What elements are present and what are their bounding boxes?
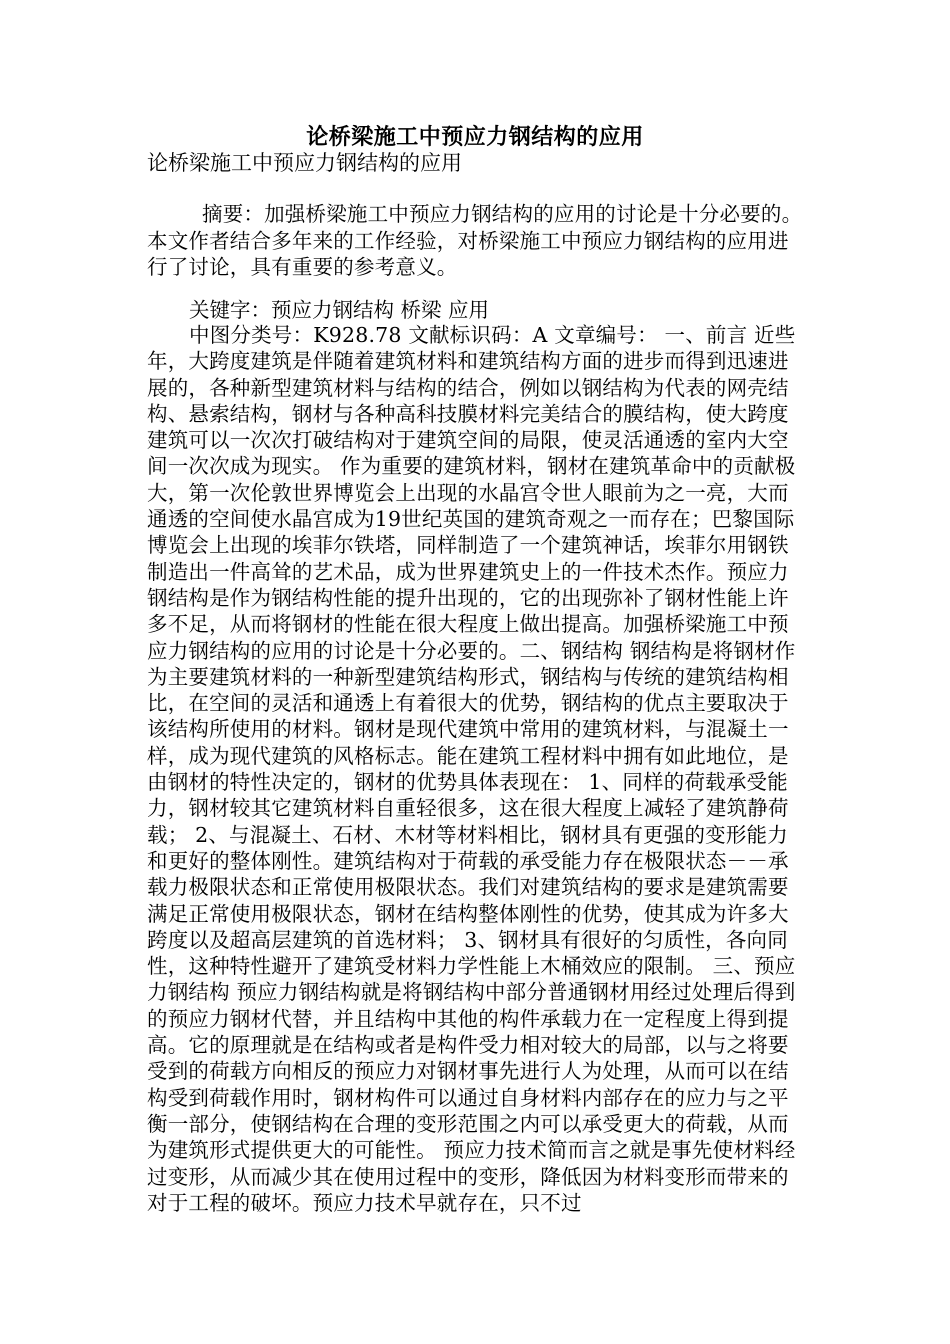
document-subtitle: 论桥梁施工中预应力钢结构的应用 <box>147 151 462 175</box>
document-title: 论桥梁施工中预应力钢结构的应用 <box>306 124 644 150</box>
body-paragraph: 中图分类号：K928.78 文献标识码：A 文章编号： 一、前言 近些年，大跨度建筑是伴随着建筑材料和建筑结构方面的进步而得到迅速进展的，各种新型建筑材料与结构的结合，例如以钢结构为代表的网壳结构、悬索结构，钢材与各种高科技膜材料完美结合的膜结构，使大跨度建筑可以一次次打破结构对于建筑空间的局限，使灵活通透的室内大空间一次次成为现实。 作为重要的建筑材料，钢材在建筑革命中的贡献极大，第一次伦敦世界博览会上出现的水晶宫令世人眼前为之一亮，大而通透的空间使水晶宫成为19世纪英国的建筑奇观之一而存在；巴黎国际博览会上出现的埃菲尔铁塔，同样制造了一个建筑神话，埃菲尔用钢铁制造出一件高耸的艺术品，成为世界建筑史上的一件技术杰作。预应力钢结构是作为钢结构性能的提升出现的，它的出现弥补了钢材性能上许多不足，从而将钢材的性能在很大程度上做出提高。加强桥梁施工中预应力钢结构的应用的讨论是十分必要的。二、钢结构 钢结构是将钢材作为主要建筑材料的一种新型建筑结构形式，钢结构与传统的建筑结构相比，在空间的灵活和通透上有着很大的优势，钢结构的优点主要取决于该结构所使用的材料。钢材是现代建筑中常用的建筑材料，与混凝土一样，成为现代建筑的风格标志。能在建筑工程材料中拥有如此地位，是由钢材的特性决定的，钢材的优势具体表现在： 1、同样的荷载承受能力，钢材较其它建筑材料自重轻很多，这在很大程度上减轻了建筑静荷载； 2、与混凝土、石材、木材等材料相比，钢材具有更强的变形能力和更好的整体刚性。建筑结构对于荷载的承受能力存在极限状态－－承载力极限状态和正常使用极限状态。我们对建筑结构的要求是建筑需要满足正常使用极限状态，钢材在结构整体刚性的优势，使其成为许多大跨度以及超高层建筑的首选材料； 3、钢材具有很好的匀质性，各向同性，这种特性避开了建筑受材料力学性能上木桶效应的限制。 三、预应力钢结构 预应力钢结构就是将钢结构中部分普通钢材用经过处理后得到的预应力钢材代替，并且结构中其他的构件承载力在一定程度上得到提高。它的原理就是在结构或者是构件受力相对较大的局部，以与之将要受到的荷载方向相反的预应力对钢材事先进行人为处理，从而可以在结构受到荷载作用时，钢材构件可以通过自身材料内部存在的应力与之平衡一部分，使钢结构在合理的变形范围之内可以承受更大的荷载，从而为建筑形式提供更大的可能性。 预应力技术简而言之就是事先使材料经过变形，从而减少其在使用过程中的变形，降低因为材料变形而带来的对于工程的破坏。预应力技术早就存在，只不过 <box>147 323 796 1215</box>
keywords-line: 关键字：预应力钢结构 桥梁 应用 <box>189 298 490 322</box>
abstract-paragraph: 摘要：加强桥梁施工中预应力钢结构的应用的讨论是十分必要的。本文作者结合多年来的工作经验，对桥梁施工中预应力钢结构的应用进行了讨论，具有重要的参考意义。 <box>147 202 803 279</box>
